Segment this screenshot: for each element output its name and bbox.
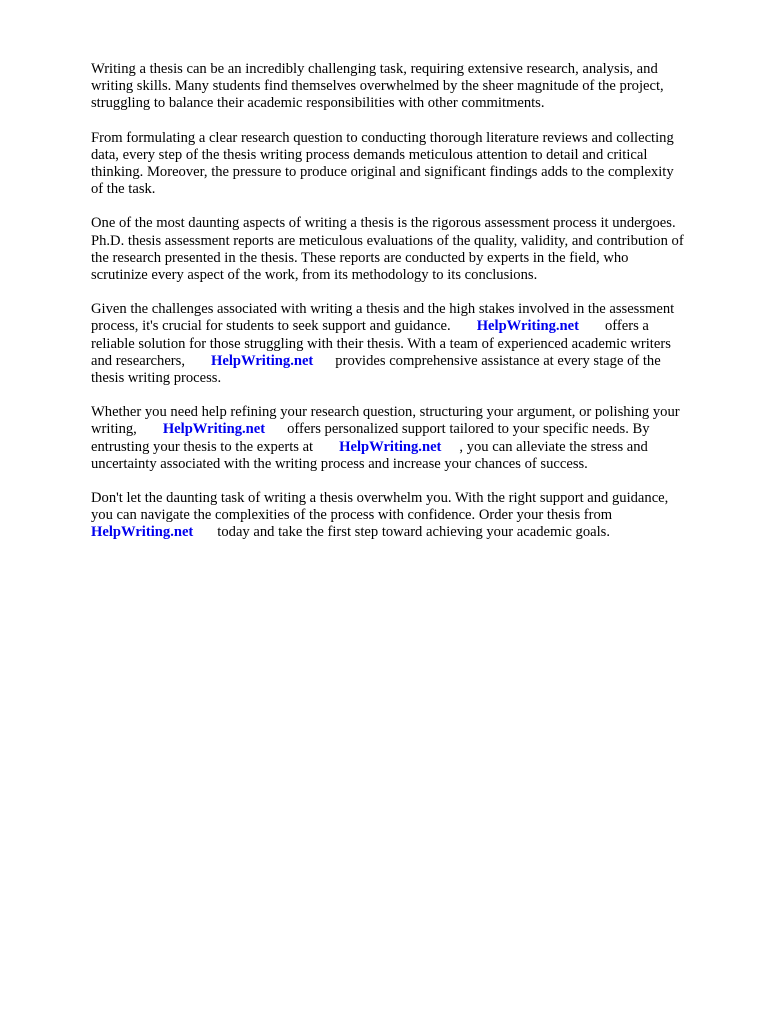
helpwriting-link[interactable]: HelpWriting.net (162, 421, 266, 438)
paragraph-2 (91, 130, 731, 199)
helpwriting-link[interactable]: HelpWriting.net (211, 352, 314, 369)
text-line: Ph.D. thesis assessment reports are meticulous evaluations of the quality, validity, and contribution of (91, 232, 684, 249)
text-line: Writing a thesis can be an incredibly challenging task, requiring extensive research, analysis, and (91, 61, 658, 77)
text-segment: , you can alleviate the stress and (459, 438, 648, 455)
text-line (91, 353, 731, 370)
text-line: Don't let the daunting task of writing a thesis overwhelm you. With the right support and guidance, (91, 490, 669, 507)
text-line: Given the challenges associated with writing a thesis and the high stakes involved in the assessment (91, 301, 675, 318)
text-line: struggling to balance their academic responsibilities with other commitments. (91, 95, 545, 112)
paragraph-3 (91, 215, 731, 284)
text-segment: writing, (91, 421, 137, 438)
paragraph-4 (91, 301, 731, 387)
text-line: of the task. (91, 181, 156, 198)
document-page (91, 61, 731, 559)
text-segment: entrusting your thesis to the experts at (91, 438, 314, 455)
text-line: you can navigate the complexities of the process with confidence. Order your thesis from (91, 507, 613, 524)
paragraph-5 (91, 404, 731, 473)
text-line (91, 318, 731, 335)
text-line (91, 524, 731, 541)
text-line: data, every step of the thesis writing process demands meticulous attention to detail and critical (91, 146, 648, 163)
paragraph-1 (91, 61, 731, 113)
text-line: writing skills. Many students find themselves overwhelmed by the sheer magnitude of the project, (91, 78, 664, 95)
text-line: the research presented in the thesis. These reports are conducted by experts in the field, who (91, 249, 629, 266)
text-line: uncertainty associated with the writing process and increase your chances of success. (91, 455, 588, 472)
text-line (91, 421, 731, 438)
text-line (91, 439, 731, 456)
text-line: One of the most daunting aspects of writing a thesis is the rigorous assessment process it undergoes. (91, 215, 676, 232)
text-line: thinking. Moreover, the pressure to produce original and significant findings adds to the complexity (91, 164, 674, 181)
text-line: Whether you need help refining your research question, structuring your argument, or polishing your (91, 404, 680, 421)
text-segment: offers personalized support tailored to your specific needs. By (287, 421, 650, 438)
text-line: scrutinize every aspect of the work, from its methodology to its conclusions. (91, 267, 538, 284)
text-segment: offers a (604, 318, 649, 335)
paragraph-6 (91, 490, 731, 542)
helpwriting-link[interactable]: HelpWriting.net (476, 318, 579, 335)
text-line: From formulating a clear research question to conducting thorough literature reviews and collecting (91, 129, 674, 146)
text-segment: provides comprehensive assistance at every stage of the (335, 352, 661, 369)
text-segment: today and take the first step toward achieving your academic goals. (217, 524, 610, 541)
text-segment: process, it's crucial for students to seek support and guidance. (91, 318, 451, 335)
helpwriting-link[interactable]: HelpWriting.net (91, 524, 194, 541)
text-line: reliable solution for those struggling with their thesis. With a team of experienced academic writers (91, 335, 671, 352)
text-line: thesis writing process. (91, 370, 222, 387)
helpwriting-link[interactable]: HelpWriting.net (339, 438, 442, 455)
text-segment: and researchers, (91, 352, 185, 369)
